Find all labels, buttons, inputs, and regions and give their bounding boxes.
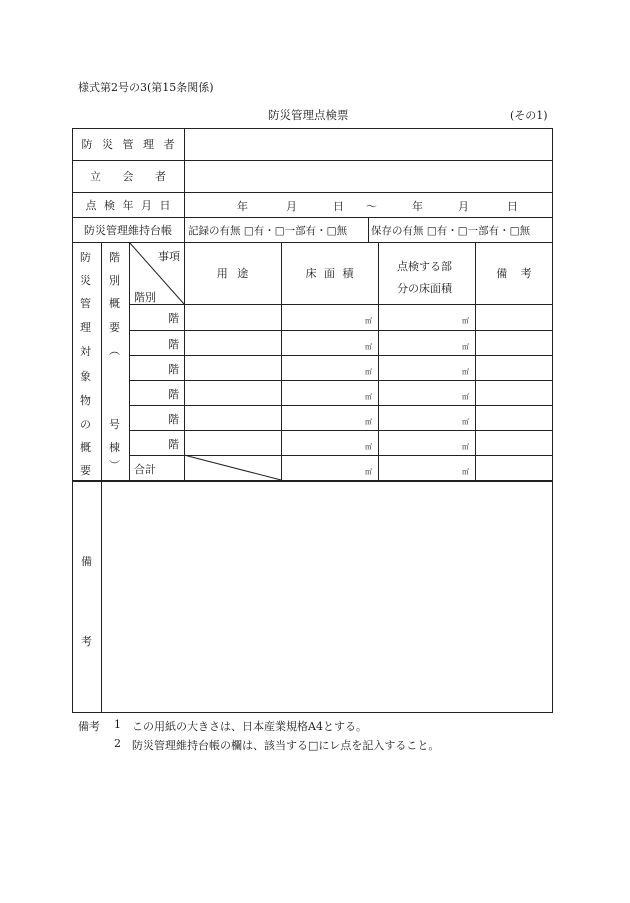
floor-row-label: 階 xyxy=(168,363,179,376)
outline-char: 対 xyxy=(80,345,91,358)
remarks-field[interactable] xyxy=(103,483,551,711)
form-title: 防災管理点検票 xyxy=(268,108,349,122)
floor-row-label: 階 xyxy=(168,338,179,351)
outline-char: の xyxy=(80,418,91,431)
footnote-text-1: この用紙の大きさは、日本産業規格A4とする。 xyxy=(132,720,367,733)
footnote-num-1: 1 xyxy=(114,718,121,731)
witness-label: 立 会 者 xyxy=(90,170,166,183)
unit-sqm: ㎡ xyxy=(365,317,372,325)
floor-row-label: 階 xyxy=(168,413,179,426)
remarks-label-bottom: 考 xyxy=(81,635,92,648)
record-status-checkboxes[interactable]: 記録の有無 □有・□一部有・□無 xyxy=(188,225,348,237)
date-day-1: 日 xyxy=(333,200,344,213)
register-label: 防災管理維持台帳 xyxy=(84,223,172,237)
corner-item-label: 事項 xyxy=(158,250,180,263)
footnote-num-2: 2 xyxy=(114,737,121,750)
date-month-1: 月 xyxy=(286,200,297,213)
floor-row-label: 階 xyxy=(168,388,179,401)
footnote-lead: 備考 xyxy=(78,720,100,733)
unit-sqm: ㎡ xyxy=(365,368,372,376)
floor-summary-char: 別 xyxy=(109,274,120,287)
manager-label: 防 災 管 理 者 xyxy=(81,138,175,151)
unit-sqm: ㎡ xyxy=(365,418,372,426)
building-number-char: 号 xyxy=(109,418,120,431)
floor-summary-char: 階 xyxy=(109,251,120,264)
unit-sqm: ㎡ xyxy=(365,343,372,351)
unit-sqm: ㎡ xyxy=(462,393,469,401)
col-floor-area: 床 面 積 xyxy=(305,267,354,280)
unit-sqm: ㎡ xyxy=(365,393,372,401)
page-label: (その1) xyxy=(510,109,548,122)
unit-sqm: ㎡ xyxy=(462,418,469,426)
footnote-text-2: 防災管理維持台帳の欄は、該当する□にレ点を記入すること。 xyxy=(132,739,440,752)
col-inspected-area-line2: 分の床面積 xyxy=(397,282,452,295)
col-notes: 備 考 xyxy=(496,267,532,280)
unit-sqm: ㎡ xyxy=(462,468,469,476)
outline-char: 理 xyxy=(80,321,91,334)
unit-sqm: ㎡ xyxy=(462,443,469,451)
building-number-char: ︶ xyxy=(109,459,120,472)
col-use: 用 途 xyxy=(216,267,249,280)
date-tilde: 〜 xyxy=(366,200,377,213)
date-year-2: 年 xyxy=(412,200,423,213)
unit-sqm: ㎡ xyxy=(462,317,469,325)
form-id: 様式第2号の3(第15条関係) xyxy=(78,81,214,94)
outline-char: 管 xyxy=(80,297,91,310)
floor-row-label: 階 xyxy=(168,438,179,451)
date-year-1: 年 xyxy=(237,200,248,213)
outline-char: 物 xyxy=(80,394,91,407)
remarks-label-top: 備 xyxy=(81,555,92,568)
outline-char: 要 xyxy=(80,464,91,477)
date-day-2: 日 xyxy=(507,200,518,213)
unit-sqm: ㎡ xyxy=(462,368,469,376)
unit-sqm: ㎡ xyxy=(462,343,469,351)
witness-field[interactable] xyxy=(185,161,552,192)
total-diagonal xyxy=(184,455,281,480)
unit-sqm: ㎡ xyxy=(365,468,372,476)
outline-char: 概 xyxy=(80,441,91,454)
outline-char: 災 xyxy=(80,274,91,287)
total-row-label: 合計 xyxy=(134,463,156,476)
floor-summary-char: 概 xyxy=(109,297,120,310)
outline-char: 防 xyxy=(80,251,91,264)
corner-floor-label: 階別 xyxy=(134,291,156,304)
floor-row-label: 階 xyxy=(168,312,179,325)
building-number-char: 棟 xyxy=(109,441,120,454)
floor-summary-char: 要 xyxy=(109,321,120,334)
date-month-2: 月 xyxy=(458,200,469,213)
col-inspected-area-line1: 点検する部 xyxy=(397,260,452,273)
floor-summary-char: ︵ xyxy=(109,344,120,357)
unit-sqm: ㎡ xyxy=(365,443,372,451)
storage-status-checkboxes[interactable]: 保存の有無 □有・□一部有・□無 xyxy=(371,225,531,237)
date-label: 点 検 年 月 日 xyxy=(85,198,171,212)
outline-char: 象 xyxy=(80,370,91,383)
manager-field[interactable] xyxy=(185,129,552,160)
